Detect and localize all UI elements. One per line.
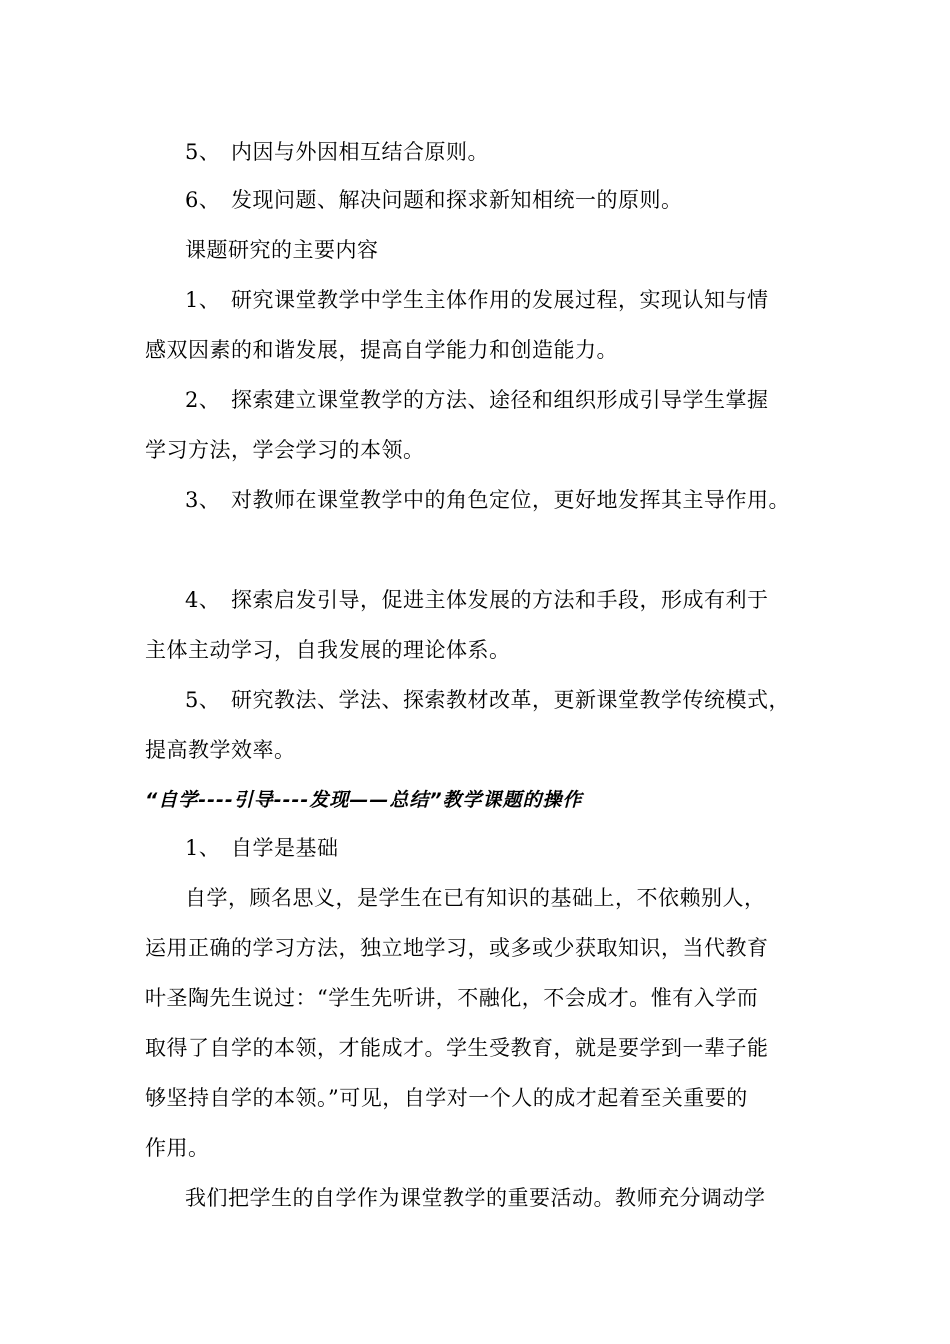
- section-title: 课题研究的主要内容: [185, 238, 379, 262]
- item-text: 对教师在课堂教学中的角色定位，更好地发挥其主导作用。: [231, 488, 790, 512]
- principle-text: 内因与外因相互结合原则。: [231, 140, 489, 164]
- paragraph-line: 取得了自学的本领，才能成才。学生受教育，就是要学到一辈子能: [145, 1036, 769, 1060]
- content-item-4-continued: 主体主动学习，自我发展的理论体系。: [145, 638, 511, 662]
- item-text: 探索启发引导，促进主体发展的方法和手段，形成有利于: [231, 588, 769, 612]
- item-text: 探索建立课堂教学的方法、途径和组织形成引导学生掌握: [231, 388, 769, 412]
- content-item-2-continued: 学习方法，学会学习的本领。: [145, 438, 425, 462]
- item-text: 研究课堂教学中学生主体作用的发展过程，实现认知与情: [231, 288, 769, 312]
- paragraph-line: 够坚持自学的本领。”可见，自学对一个人的成才起着至关重要的: [145, 1086, 748, 1110]
- sub-item-1: [185, 833, 339, 863]
- principle-6: [185, 185, 683, 215]
- content-item-3: [185, 485, 790, 515]
- item-number: 4、: [185, 588, 221, 612]
- principle-5: [185, 137, 489, 167]
- content-item-4: [185, 585, 769, 615]
- item-number: 5、: [185, 688, 221, 712]
- item-number: 2、: [185, 388, 221, 412]
- operation-heading: “自学----引导----发现——总结”教学课题的操作: [145, 789, 583, 811]
- content-item-1-continued: 感双因素的和谐发展，提高自学能力和创造能力。: [145, 338, 618, 362]
- content-item-2: [185, 385, 769, 415]
- content-item-5: [185, 685, 790, 715]
- principle-number: 5、: [185, 140, 221, 164]
- item-text: 研究教法、学法、探索教材改革，更新课堂教学传统模式，: [231, 688, 790, 712]
- paragraph-line: 运用正确的学习方法，独立地学习，或多或少获取知识，当代教育: [145, 936, 769, 960]
- paragraph-line: 作用。: [145, 1136, 210, 1160]
- paragraph-line: 叶圣陶先生说过：“学生先听讲，不融化，不会成才。惟有入学而: [145, 986, 759, 1010]
- principle-text: 发现问题、解决问题和探求新知相统一的原则。: [231, 188, 683, 212]
- content-item-5-continued: 提高教学效率。: [145, 738, 296, 762]
- item-number: 1、: [185, 288, 221, 312]
- paragraph-line: 自学，顾名思义，是学生在已有知识的基础上，不依赖别人，: [185, 886, 766, 910]
- principle-number: 6、: [185, 188, 221, 212]
- item-number: 1、: [185, 836, 221, 860]
- item-text: 自学是基础: [231, 836, 339, 860]
- paragraph-line: 我们把学生的自学作为课堂教学的重要活动。教师充分调动学: [185, 1186, 766, 1210]
- item-number: 3、: [185, 488, 221, 512]
- content-item-1: [185, 285, 769, 315]
